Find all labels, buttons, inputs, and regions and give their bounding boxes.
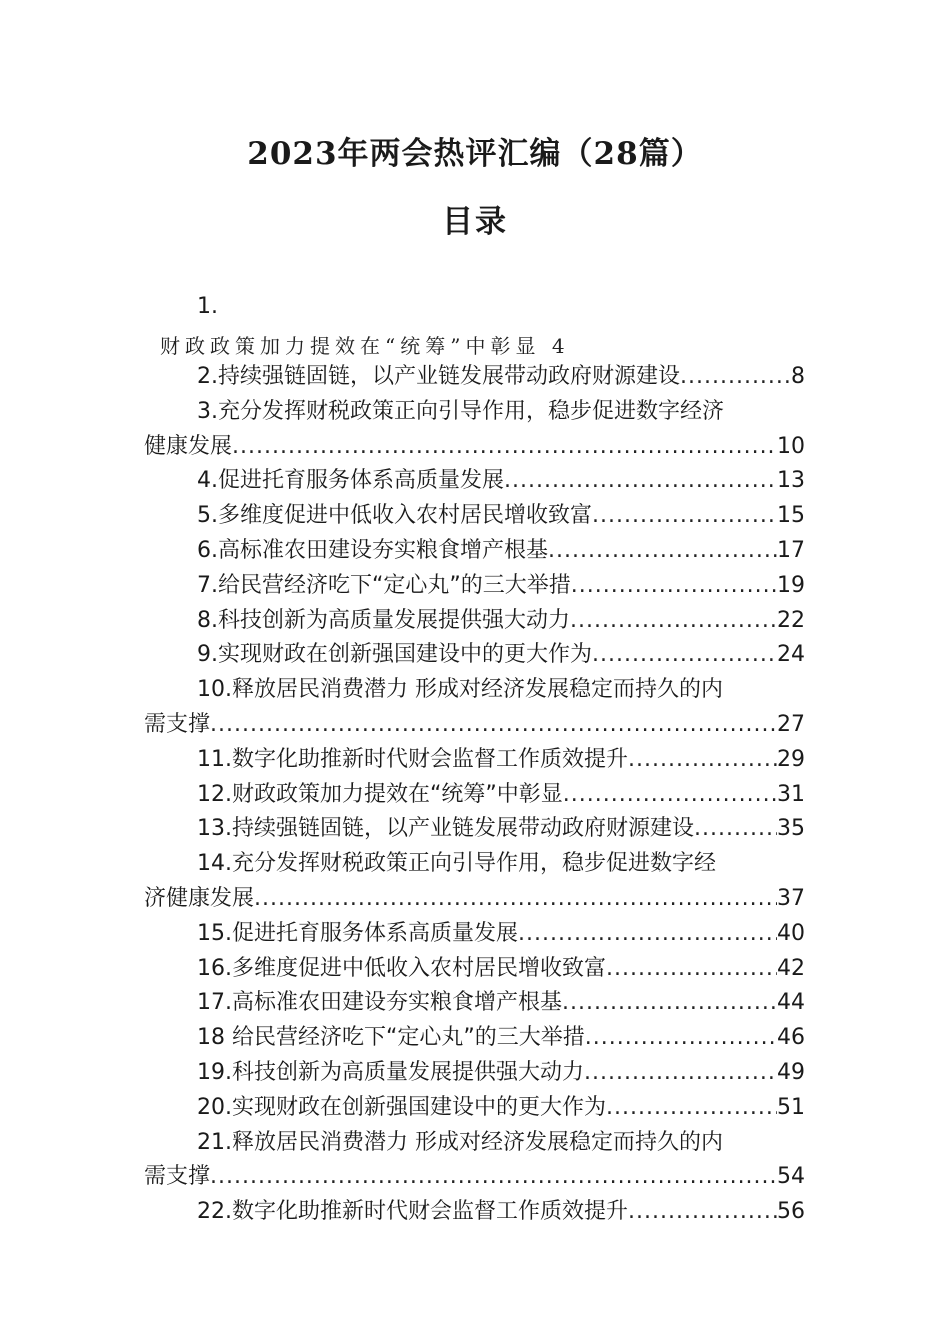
toc-entry[interactable] bbox=[0, 464, 950, 499]
toc-leader-dots bbox=[210, 1160, 777, 1195]
toc-page-number: 46 bbox=[777, 1025, 805, 1051]
toc-entry-title-continued: 济健康发展 bbox=[144, 885, 255, 911]
toc-entry[interactable] bbox=[0, 743, 950, 778]
toc-page-number: 13 bbox=[777, 468, 805, 494]
toc-entry-title: 2.持续强链固链，以产业链发展带动政府财源建设 bbox=[197, 364, 680, 389]
toc-leader-dots bbox=[584, 1056, 777, 1091]
toc-entry-1[interactable] bbox=[160, 330, 570, 359]
toc-entry-title-continued: 需支撑 bbox=[144, 711, 211, 737]
toc-page-number: 22 bbox=[777, 607, 805, 633]
toc-entry[interactable] bbox=[0, 1091, 950, 1126]
toc-entry-title: 5.多维度促进中低收入农村居民增收致富 bbox=[197, 503, 592, 529]
toc-entry-line bbox=[0, 1160, 805, 1195]
toc-entry-1-page: 4 bbox=[551, 334, 570, 358]
toc-entry-1-text: 财政政策加力提效在“统筹”中彰显 bbox=[160, 334, 541, 358]
toc-entry[interactable] bbox=[0, 569, 950, 604]
toc-entry-line bbox=[0, 778, 805, 813]
toc-leader-dots bbox=[606, 952, 777, 987]
toc-page-number: 29 bbox=[777, 746, 805, 772]
toc-entry-title: 20.实现财政在创新强国建设中的更大作为 bbox=[197, 1094, 606, 1120]
toc-entry[interactable] bbox=[0, 812, 950, 847]
toc-entry-line bbox=[0, 430, 805, 465]
toc-entry-line bbox=[0, 464, 805, 499]
toc-entry-line bbox=[0, 638, 805, 673]
toc-entry-title: 11.数字化助推新时代财会监督工作质效提升 bbox=[197, 746, 628, 772]
toc-leader-dots bbox=[694, 812, 777, 847]
toc-page-number: 40 bbox=[777, 920, 805, 946]
toc-entry-title: 10.释放居民消费潜力 形成对经济发展稳定而持久的内 bbox=[197, 677, 723, 703]
toc-entry-line bbox=[0, 986, 805, 1021]
toc-leader-dots bbox=[232, 430, 777, 465]
toc-entry[interactable] bbox=[0, 917, 950, 952]
toc-page-number: 37 bbox=[777, 885, 805, 911]
toc-entry-title: 21.释放居民消费潜力 形成对经济发展稳定而持久的内 bbox=[197, 1129, 723, 1155]
toc-entry-title: 14.充分发挥财税政策正向引导作用，稳步促进数字经 bbox=[197, 851, 716, 877]
toc-entry-line bbox=[0, 395, 805, 430]
toc-leader-dots bbox=[504, 464, 777, 499]
toc-entry[interactable] bbox=[0, 360, 950, 395]
toc-entry[interactable] bbox=[0, 986, 950, 1021]
toc-entry[interactable] bbox=[0, 638, 950, 673]
toc-entry-line bbox=[0, 1126, 805, 1161]
toc-leader-dots bbox=[606, 1091, 777, 1126]
toc-leader-dots bbox=[563, 778, 777, 813]
toc-leader-dots bbox=[210, 708, 777, 743]
toc-entry-title: 8.科技创新为高质量发展提供强大动力 bbox=[197, 607, 570, 633]
toc-leader-dots bbox=[628, 1195, 777, 1230]
toc-leader-dots bbox=[254, 882, 777, 917]
toc-entry[interactable] bbox=[0, 1021, 950, 1056]
toc-leader-dots bbox=[628, 743, 777, 778]
toc-entry-line bbox=[0, 1091, 805, 1126]
toc-entry[interactable] bbox=[0, 534, 950, 569]
toc-entry-title: 16.多维度促进中低收入农村居民增收致富 bbox=[197, 955, 606, 981]
toc-entry[interactable] bbox=[0, 604, 950, 639]
table-of-contents bbox=[0, 360, 950, 1230]
toc-leader-dots bbox=[570, 604, 777, 639]
toc-page-number: 49 bbox=[777, 1059, 805, 1085]
toc-entry-line bbox=[0, 847, 805, 882]
toc-entry-line bbox=[0, 917, 805, 952]
toc-entry-line bbox=[0, 360, 805, 395]
toc-page-number: 54 bbox=[777, 1164, 805, 1190]
toc-entry[interactable] bbox=[0, 395, 950, 465]
toc-heading: 目录 bbox=[442, 204, 508, 240]
toc-entry-line bbox=[0, 812, 805, 847]
toc-page-number: 8 bbox=[791, 364, 805, 389]
toc-leader-dots bbox=[592, 499, 777, 534]
toc-page-number: 44 bbox=[777, 990, 805, 1016]
toc-page-number: 10 bbox=[777, 433, 805, 459]
toc-entry-title: 3.充分发挥财税政策正向引导作用，稳步促进数字经济 bbox=[197, 398, 724, 424]
toc-entry-line bbox=[0, 1021, 805, 1056]
document-title: 2023年两会热评汇编（28篇） bbox=[247, 136, 703, 172]
toc-page-number: 56 bbox=[777, 1199, 805, 1225]
toc-entry[interactable] bbox=[0, 1126, 950, 1196]
toc-entry-title: 19.科技创新为高质量发展提供强大动力 bbox=[197, 1059, 584, 1085]
toc-entry-title: 18 给民营经济吃下“定心丸”的三大举措 bbox=[197, 1025, 585, 1051]
toc-entry-line bbox=[0, 882, 805, 917]
toc-entry-title: 6.高标准农田建设夯实粮食增产根基 bbox=[197, 537, 548, 563]
toc-leader-dots bbox=[571, 569, 777, 604]
toc-page-number: 17 bbox=[777, 537, 805, 563]
toc-entry-line bbox=[0, 952, 805, 987]
toc-page-number: 19 bbox=[777, 572, 805, 598]
toc-entry-line bbox=[0, 569, 805, 604]
toc-leader-dots bbox=[585, 1021, 777, 1056]
toc-entry-line bbox=[0, 534, 805, 569]
toc-entry-title: 12.财政政策加力提效在“统筹”中彰显 bbox=[197, 781, 563, 807]
toc-entry-title-continued: 健康发展 bbox=[144, 433, 233, 459]
toc-entry[interactable] bbox=[0, 673, 950, 743]
toc-entry-title: 4.促进托育服务体系高质量发展 bbox=[197, 468, 504, 494]
toc-entry-title: 22.数字化助推新时代财会监督工作质效提升 bbox=[197, 1199, 628, 1225]
toc-entry[interactable] bbox=[0, 847, 950, 917]
toc-page-number: 51 bbox=[777, 1094, 805, 1120]
toc-entry-title: 13.持续强链固链，以产业链发展带动政府财源建设 bbox=[197, 816, 694, 842]
toc-page-number: 27 bbox=[777, 711, 805, 737]
toc-entry[interactable] bbox=[0, 499, 950, 534]
toc-entry-line bbox=[0, 743, 805, 778]
toc-page-number: 35 bbox=[777, 816, 805, 842]
toc-leader-dots bbox=[548, 534, 777, 569]
toc-entry[interactable] bbox=[0, 778, 950, 813]
toc-entry-title: 15.促进托育服务体系高质量发展 bbox=[197, 920, 518, 946]
toc-leader-dots bbox=[680, 360, 791, 395]
toc-page-number: 24 bbox=[777, 642, 805, 668]
toc-leader-dots bbox=[592, 638, 777, 673]
toc-entry-line bbox=[0, 1056, 805, 1091]
toc-entry-1-number: 1. bbox=[197, 294, 218, 319]
toc-entry[interactable] bbox=[0, 1056, 950, 1091]
toc-page-number: 31 bbox=[777, 781, 805, 807]
toc-entry-line bbox=[0, 708, 805, 743]
toc-entry-line bbox=[0, 1195, 805, 1230]
toc-entry-line bbox=[0, 604, 805, 639]
toc-leader-dots bbox=[518, 917, 777, 952]
toc-entry-title: 17.高标准农田建设夯实粮食增产根基 bbox=[197, 990, 562, 1016]
toc-entry-line bbox=[0, 673, 805, 708]
toc-entry-title: 9.实现财政在创新强国建设中的更大作为 bbox=[197, 642, 592, 668]
toc-leader-dots bbox=[562, 986, 777, 1021]
toc-entry[interactable] bbox=[0, 1195, 950, 1230]
toc-page-number: 15 bbox=[777, 503, 805, 529]
toc-entry-title-continued: 需支撑 bbox=[144, 1164, 211, 1190]
toc-entry[interactable] bbox=[0, 952, 950, 987]
toc-page-number: 42 bbox=[777, 955, 805, 981]
toc-entry-line bbox=[0, 499, 805, 534]
toc-entry-title: 7.给民营经济吃下“定心丸”的三大举措 bbox=[197, 572, 571, 598]
